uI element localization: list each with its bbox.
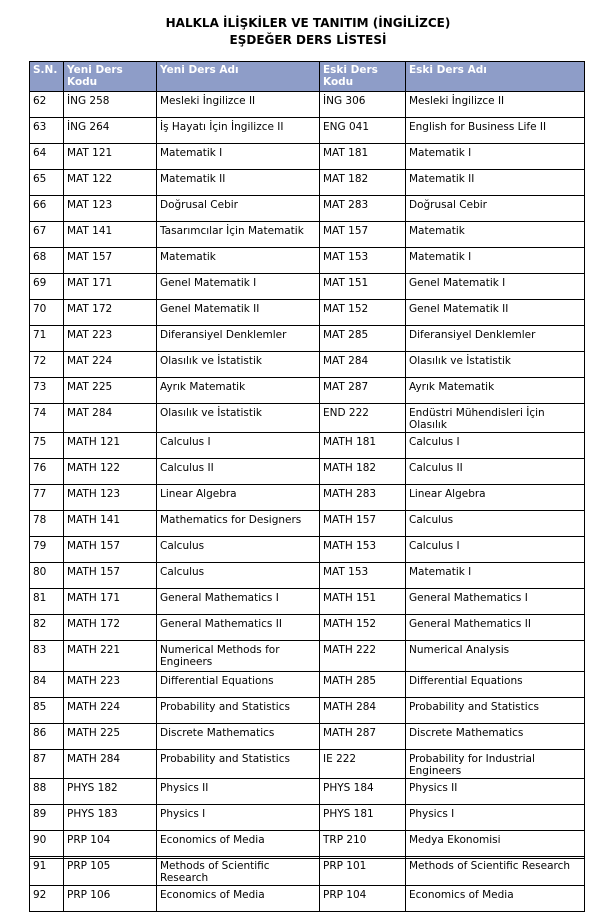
cell-old-code: MAT 182 [320, 170, 406, 196]
cell-old-code: MATH 287 [320, 724, 406, 750]
cell-old-code: İNG 306 [320, 92, 406, 118]
cell-sn: 68 [30, 248, 64, 274]
cell-old-name: Physics I [406, 805, 585, 831]
page-title: HALKLA İLİŞKİLER VE TANITIM (İNGİLİZCE) [165, 16, 451, 30]
table-row [30, 352, 585, 378]
cell-new-name: General Mathematics II [157, 615, 320, 641]
cell-old-code: TRP 210 [320, 831, 406, 857]
cell-new-code: MATH 157 [64, 563, 157, 589]
cell-new-name: General Mathematics I [157, 589, 320, 615]
cell-new-name: Calculus [157, 563, 320, 589]
cell-sn: 64 [30, 144, 64, 170]
cell-old-code: MATH 153 [320, 537, 406, 563]
cell-new-code: MATH 141 [64, 511, 157, 537]
cell-new-code: MAT 121 [64, 144, 157, 170]
cell-new-name: Numerical Methods for Engineers [157, 641, 320, 672]
cell-old-code: IE 222 [320, 750, 406, 779]
cell-sn: 82 [30, 615, 64, 641]
cell-new-name: Methods of Scientific Research [157, 857, 320, 886]
table-row [30, 170, 585, 196]
cell-old-code: MAT 287 [320, 378, 406, 404]
cell-old-code: PHYS 184 [320, 779, 406, 805]
cell-old-code: MATH 283 [320, 485, 406, 511]
cell-new-name: Ayrık Matematik [157, 378, 320, 404]
cell-old-code: PHYS 181 [320, 805, 406, 831]
table-row [30, 274, 585, 300]
cell-new-code: MAT 172 [64, 300, 157, 326]
table-row [30, 404, 585, 433]
header-sn: S.N. [30, 62, 64, 92]
cell-old-name: General Mathematics I [406, 589, 585, 615]
table-row [30, 222, 585, 248]
cell-new-code: PRP 105 [64, 857, 157, 886]
cell-new-code: MATH 172 [64, 615, 157, 641]
cell-new-name: Doğrusal Cebir [157, 196, 320, 222]
cell-new-code: MATH 122 [64, 459, 157, 485]
table-row [30, 750, 585, 779]
cell-sn: 72 [30, 352, 64, 378]
cell-sn: 80 [30, 563, 64, 589]
cell-new-code: MAT 225 [64, 378, 157, 404]
cell-new-name: İş Hayatı İçin İngilizce II [157, 118, 320, 144]
cell-sn: 75 [30, 433, 64, 459]
cell-old-name: General Mathematics II [406, 615, 585, 641]
table-row [30, 248, 585, 274]
cell-sn: 74 [30, 404, 64, 433]
cell-sn: 86 [30, 724, 64, 750]
cell-sn: 88 [30, 779, 64, 805]
cell-new-code: MAT 157 [64, 248, 157, 274]
cell-new-name: Differential Equations [157, 672, 320, 698]
cell-old-name: Matematik [406, 222, 585, 248]
cell-old-code: MAT 157 [320, 222, 406, 248]
cell-old-name: Calculus I [406, 433, 585, 459]
cell-sn: 89 [30, 805, 64, 831]
cell-new-code: PRP 106 [64, 886, 157, 912]
cell-new-code: İNG 258 [64, 92, 157, 118]
cell-new-name: Calculus II [157, 459, 320, 485]
cell-old-name: Physics II [406, 779, 585, 805]
table-row [30, 857, 585, 886]
table-row [30, 615, 585, 641]
table-row [30, 698, 585, 724]
cell-old-code: MATH 222 [320, 641, 406, 672]
cell-old-name: Economics of Media [406, 886, 585, 912]
cell-old-code: MAT 152 [320, 300, 406, 326]
cell-old-code: MATH 152 [320, 615, 406, 641]
cell-sn: 81 [30, 589, 64, 615]
cell-new-code: MAT 224 [64, 352, 157, 378]
cell-old-name: Probability and Statistics [406, 698, 585, 724]
cell-old-code: MAT 151 [320, 274, 406, 300]
equivalence-table [29, 61, 585, 912]
table-row [30, 144, 585, 170]
cell-old-code: MAT 285 [320, 326, 406, 352]
cell-new-name: Matematik II [157, 170, 320, 196]
cell-old-code: MATH 157 [320, 511, 406, 537]
cell-old-name: Genel Matematik I [406, 274, 585, 300]
table-row [30, 433, 585, 459]
cell-new-name: Calculus I [157, 433, 320, 459]
cell-sn: 84 [30, 672, 64, 698]
cell-new-code: MATH 157 [64, 537, 157, 563]
cell-sn: 66 [30, 196, 64, 222]
table-row [30, 92, 585, 118]
cell-new-code: PHYS 183 [64, 805, 157, 831]
cell-old-name: Linear Algebra [406, 485, 585, 511]
cell-old-code: MAT 181 [320, 144, 406, 170]
cell-sn: 65 [30, 170, 64, 196]
footer-divider [29, 858, 584, 859]
table-row [30, 724, 585, 750]
cell-new-name: Economics of Media [157, 886, 320, 912]
cell-new-name: Olasılık ve İstatistik [157, 404, 320, 433]
table-row [30, 537, 585, 563]
table-row [30, 378, 585, 404]
cell-sn: 83 [30, 641, 64, 672]
cell-sn: 76 [30, 459, 64, 485]
cell-old-name: Doğrusal Cebir [406, 196, 585, 222]
cell-new-code: MAT 171 [64, 274, 157, 300]
cell-old-name: Genel Matematik II [406, 300, 585, 326]
cell-new-code: MATH 121 [64, 433, 157, 459]
table-row [30, 300, 585, 326]
cell-new-name: Genel Matematik I [157, 274, 320, 300]
cell-new-name: Mesleki İngilizce II [157, 92, 320, 118]
cell-new-code: İNG 264 [64, 118, 157, 144]
cell-new-name: Discrete Mathematics [157, 724, 320, 750]
cell-new-name: Genel Matematik II [157, 300, 320, 326]
cell-old-code: PRP 104 [320, 886, 406, 912]
table-row [30, 485, 585, 511]
cell-sn: 90 [30, 831, 64, 857]
cell-sn: 91 [30, 857, 64, 886]
header-new-code: Yeni Ders Kodu [64, 62, 157, 92]
table-row [30, 831, 585, 857]
cell-old-name: Calculus I [406, 537, 585, 563]
table-row [30, 779, 585, 805]
table-body [30, 92, 585, 912]
table-row [30, 118, 585, 144]
header-new-name: Yeni Ders Adı [157, 62, 320, 92]
cell-new-code: MATH 171 [64, 589, 157, 615]
cell-new-code: MATH 123 [64, 485, 157, 511]
table-row [30, 326, 585, 352]
cell-new-name: Linear Algebra [157, 485, 320, 511]
cell-old-code: END 222 [320, 404, 406, 433]
cell-new-name: Physics I [157, 805, 320, 831]
cell-old-name: Differential Equations [406, 672, 585, 698]
page-subtitle: EŞDEĞER DERS LİSTESİ [229, 33, 387, 47]
cell-old-name: Matematik I [406, 248, 585, 274]
cell-old-name: Calculus [406, 511, 585, 537]
cell-old-name: English for Business Life II [406, 118, 585, 144]
cell-new-code: PHYS 182 [64, 779, 157, 805]
cell-old-code: MATH 182 [320, 459, 406, 485]
cell-new-name: Diferansiyel Denklemler [157, 326, 320, 352]
cell-sn: 69 [30, 274, 64, 300]
cell-old-code: MATH 181 [320, 433, 406, 459]
cell-sn: 67 [30, 222, 64, 248]
cell-new-name: Olasılık ve İstatistik [157, 352, 320, 378]
cell-old-name: Methods of Scientific Research [406, 857, 585, 886]
cell-sn: 87 [30, 750, 64, 779]
cell-old-code: MAT 153 [320, 563, 406, 589]
table-row [30, 196, 585, 222]
cell-new-name: Matematik I [157, 144, 320, 170]
cell-old-name: Olasılık ve İstatistik [406, 352, 585, 378]
cell-new-code: PRP 104 [64, 831, 157, 857]
cell-new-code: MAT 123 [64, 196, 157, 222]
cell-old-name: Medya Ekonomisi [406, 831, 585, 857]
cell-sn: 70 [30, 300, 64, 326]
cell-old-code: MATH 151 [320, 589, 406, 615]
cell-old-name: Mesleki İngilizce II [406, 92, 585, 118]
table-row [30, 805, 585, 831]
cell-new-name: Mathematics for Designers [157, 511, 320, 537]
cell-old-code: PRP 101 [320, 857, 406, 886]
cell-new-code: MATH 224 [64, 698, 157, 724]
cell-sn: 77 [30, 485, 64, 511]
cell-new-name: Economics of Media [157, 831, 320, 857]
cell-old-code: MAT 283 [320, 196, 406, 222]
cell-old-name: Matematik II [406, 170, 585, 196]
cell-old-name: Endüstri Mühendisleri İçin Olasılık [406, 404, 585, 433]
cell-sn: 62 [30, 92, 64, 118]
cell-new-name: Physics II [157, 779, 320, 805]
cell-old-code: ENG 041 [320, 118, 406, 144]
cell-old-name: Matematik I [406, 563, 585, 589]
cell-sn: 79 [30, 537, 64, 563]
table-row [30, 886, 585, 912]
cell-old-code: MAT 284 [320, 352, 406, 378]
cell-new-code: MATH 223 [64, 672, 157, 698]
table-row [30, 641, 585, 672]
cell-new-name: Matematik [157, 248, 320, 274]
table-header-row [30, 62, 585, 92]
cell-old-name: Numerical Analysis [406, 641, 585, 672]
table-row [30, 459, 585, 485]
cell-sn: 63 [30, 118, 64, 144]
cell-new-code: MAT 223 [64, 326, 157, 352]
table-row [30, 589, 585, 615]
cell-sn: 92 [30, 886, 64, 912]
cell-old-name: Probability for Industrial Engineers [406, 750, 585, 779]
cell-new-name: Probability and Statistics [157, 698, 320, 724]
header-old-name: Eski Ders Adı [406, 62, 585, 92]
cell-sn: 78 [30, 511, 64, 537]
cell-old-name: Calculus II [406, 459, 585, 485]
cell-new-name: Tasarımcılar İçin Matematik [157, 222, 320, 248]
cell-new-code: MATH 225 [64, 724, 157, 750]
cell-old-name: Ayrık Matematik [406, 378, 585, 404]
table-row [30, 672, 585, 698]
cell-new-code: MAT 122 [64, 170, 157, 196]
cell-sn: 85 [30, 698, 64, 724]
cell-old-name: Matematik I [406, 144, 585, 170]
cell-old-name: Discrete Mathematics [406, 724, 585, 750]
cell-old-code: MAT 153 [320, 248, 406, 274]
cell-new-name: Calculus [157, 537, 320, 563]
cell-old-name: Diferansiyel Denklemler [406, 326, 585, 352]
cell-old-code: MATH 285 [320, 672, 406, 698]
table-row [30, 511, 585, 537]
cell-new-code: MATH 221 [64, 641, 157, 672]
table-row [30, 563, 585, 589]
header-old-code: Eski Ders Kodu [320, 62, 406, 92]
cell-new-code: MAT 141 [64, 222, 157, 248]
cell-sn: 71 [30, 326, 64, 352]
cell-old-code: MATH 284 [320, 698, 406, 724]
cell-sn: 73 [30, 378, 64, 404]
cell-new-code: MAT 284 [64, 404, 157, 433]
cell-new-name: Probability and Statistics [157, 750, 320, 779]
cell-new-code: MATH 284 [64, 750, 157, 779]
